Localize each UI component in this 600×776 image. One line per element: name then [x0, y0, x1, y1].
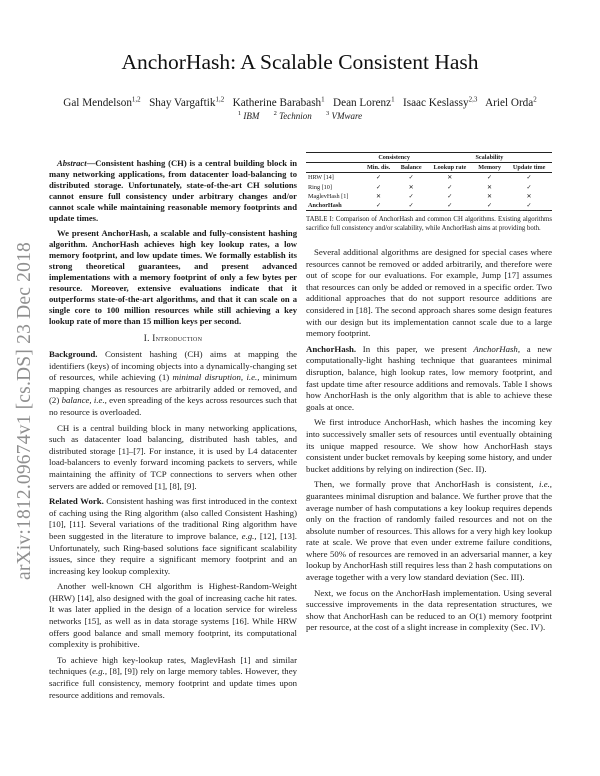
table-header-cell: Lookup rate: [427, 163, 473, 173]
table-header-cell: Min. dis.: [362, 163, 396, 173]
abstract: [49, 158, 297, 327]
table-row: Ring [10] ✓ ✕ ✓ ✕ ✓: [308, 183, 532, 191]
left-column: [49, 158, 297, 705]
arxiv-identifier: [2, 210, 42, 580]
table-group-label: Scalability: [427, 153, 552, 163]
table-group-header: [306, 153, 552, 163]
paper-title: AnchorHash: A Scalable Consistent Hash: [121, 50, 479, 74]
right-column: [306, 152, 552, 638]
affiliation: $^1$ IBM: [237, 110, 260, 121]
author: Isaac Keslassy$^{2,3}$: [403, 95, 478, 109]
arxiv-id-text: arXiv:1812.09674v1 [cs.DS] 23 Dec 2018: [14, 242, 35, 580]
table-row: MaglevHash [1] ✕ ✓ ✓ ✕ ✕: [308, 192, 532, 200]
paragraph-background: Background. Consistent hashing (CH) aims at mapping the identifiers (keys) of incoming objects into a dynamically-changing set of resources, while achieving (1) minimal disruption, i.e., minimum mapping changes as resources are arbitrarily added or removed, and (2) balance, i.e., even spreading of the keys across resources such that no resource is overloaded.: [49, 349, 297, 417]
affiliation-list: [0, 110, 600, 121]
author: Ariel Orda$^2$: [485, 95, 537, 109]
paragraph-related-work: Related Work. Consistent hashing was first introduced in the context of caching using the Ring algorithm (also called Consistent Hashing) [10], [11]. Several variations of the traditional Ring algorithm have been suggested in the literature to improve balance, e.g., [12], [13]. Unfortunately, such Ring-based solutions face significant scalability issues, since they require a significant memory footprint and an increasing key lookup complexity.: [49, 496, 297, 576]
table-header-cell: Update time: [506, 163, 552, 173]
paragraph: Another well-known CH algorithm is Highest-Random-Weight (HRW) [14], also designed with the goal of increasing cache hit rates. It was later applied in the design of a location service for wireless networks [15], as well as in data storage systems [16]. While HRW offers good balance and small memory footprint, its computational complexity is prohibitive.: [49, 581, 297, 650]
affiliation: $^3$ VMware: [326, 110, 363, 121]
table-group-label: Consistency: [362, 153, 427, 163]
table-column-header: [306, 163, 552, 173]
table-header-cell: Balance: [396, 163, 427, 173]
affiliation: $^2$ Technion: [273, 110, 312, 121]
author: Gal Mendelson$^{1,2}$: [63, 95, 141, 109]
paragraph: Several additional algorithms are designed for special cases where resources cannot be removed or added arbitrarily, and therefore were out of scope for our evaluations. For example, Jump [17] assumes that resources can only be added or removed in a specific order. Two additional approaches that do not support resource additions are considered in [18]. The second approach shares some design features with our design but its implementation cannot scale due to a large memory footprint.: [306, 247, 552, 339]
table-row: AnchorHash ✓ ✓ ✓ ✓ ✓: [306, 201, 552, 211]
comparison-table: [306, 152, 552, 211]
paragraph: CH is a central building block in many networking applications, such as datacenter load balancing, distributed hash tables, and distributed storage [1]–[7]. For instance, it is used by L4 datacenter load-balancers to evenly forward incoming packets to servers, while maintaining the affinity of TCP connections to servers when other servers are added or removed [1], [8], [9].: [49, 422, 297, 491]
paragraph-anchorhash: AnchorHash. In this paper, we present AnchorHash, a new computationally-light hashing technique that guarantees minimal disruption, balance, high lookup rates, low memory footprint, and fast update time after resource additions and removals. Table I shows how AnchorHash is the only algorithm that is able to achieve these goals at once.: [306, 343, 552, 412]
paragraph: Next, we focus on the AnchorHash implementation. Using several successive improvements in the data representation structures, we show that AnchorHash can be reduced to an O(1) memory footprint per resource, at the cost of a slight increase in complexity (Sec. IV).: [306, 587, 552, 633]
author: Katherine Barabash$^1$: [232, 95, 325, 109]
table-caption: TABLE I: Comparison of AnchorHash and common CH algorithms. Existing algorithms sacrifice full consistency and/or scalability, while AnchorHash aims at providing both.: [306, 216, 552, 232]
author-list: [0, 95, 600, 109]
table-row: HRW [14] ✓ ✓ ✕ ✓ ✓: [308, 174, 532, 182]
paragraph: To achieve high key-lookup rates, MaglevHash [1] and similar techniques (e.g., [8], [9]) rely on large memory tables. However, they sacrifice full consistency, memory footprint and update times upon resource additions and removals.: [49, 654, 297, 700]
section-heading: I. Introduction: [143, 333, 203, 344]
table-header-cell: Memory: [473, 163, 506, 173]
paragraph: We first introduce AnchorHash, which hashes the incoming key into successively smaller sets of resources until eventually obtaining its unique mapped resource. We show how AnchorHash stays consistent under bucket removals by keeping some history, and under bucket additions by relying on indirection (Sec. II).: [306, 417, 552, 474]
paragraph: Then, we formally prove that AnchorHash is consistent, i.e., guarantees minimal disruption and balance. We further prove that the average number of hash computations a key lookup requires depends only on the fraction of randomly failed resources and not on the absolute number of resources. This allows for a very high key lookup rate at scale. We prove that even under extreme failure conditions, where 50% of resources are removed in an adversarial manner, a key lookup by AnchorHash still requires less than 2 hash computations on average together with a very low standard deviation (Sec. III).: [306, 479, 552, 583]
author: Dean Lorenz$^1$: [333, 95, 395, 109]
abstract-paragraph: We present AnchorHash, a scalable and fully-consistent hashing algorithm. AnchorHash achieves high key lookup rates, a low memory footprint, and low update times. We formally establish its strong theoretical guarantees, and present advanced implementations with a memory footprint of only a few bytes per resource. Moreover, extensive evaluations indicate that it outperforms state-of-the-art algorithms, and that it can scale on a single core to 100 million resources while still achieving a key lookup rate of more than 15 million keys per second.: [49, 227, 297, 327]
author: Shay Vargaftik$^{1,2}$: [149, 95, 225, 109]
abstract-paragraph: Abstract—Consistent hashing (CH) is a central building block in many networking applications, from datacenter load-balancing to distributed storage. Unfortunately, state-of-the-art CH solutions cannot ensure full consistency under arbitrary changes and/or cannot scale while maintaining reasonable memory footprints and update times.: [49, 158, 297, 224]
